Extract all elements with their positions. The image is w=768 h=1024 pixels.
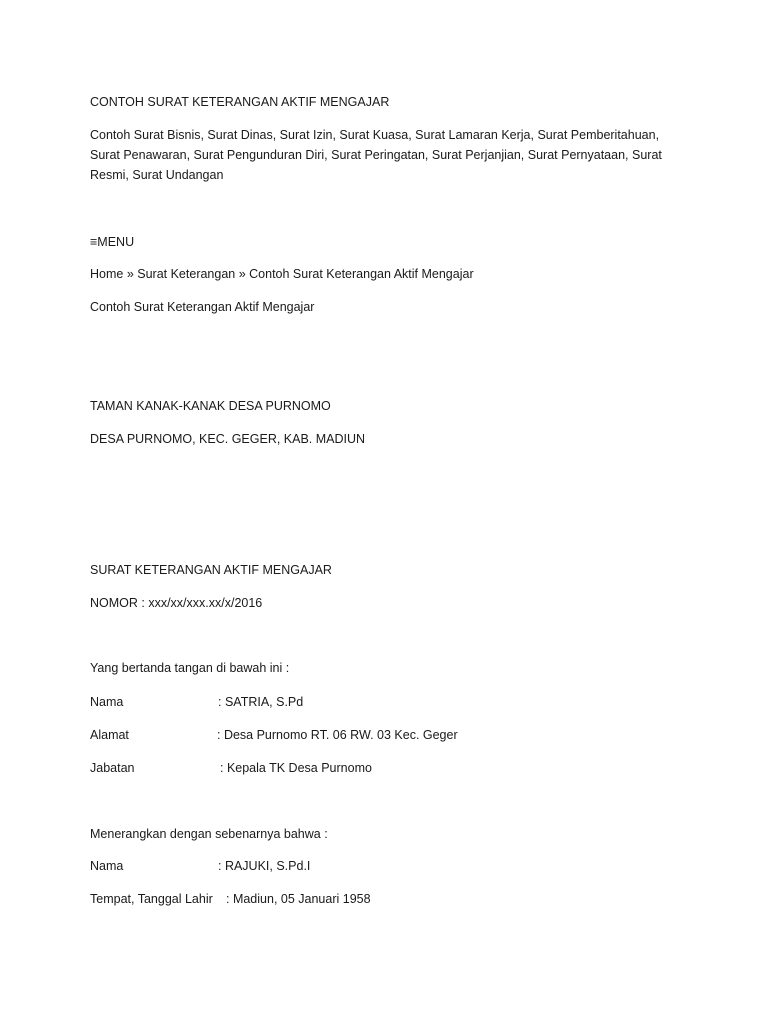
- field-value: : Desa Purnomo RT. 06 RW. 03 Kec. Geger: [217, 728, 458, 742]
- field-label: Jabatan: [90, 761, 135, 775]
- breadcrumb-home-link[interactable]: Home: [90, 267, 124, 281]
- field-value: : Madiun, 05 Januari 1958: [226, 892, 371, 906]
- breadcrumb-current: Contoh Surat Keterangan Aktif Mengajar: [249, 267, 474, 281]
- field-label: Alamat: [90, 728, 129, 742]
- field-value: : RAJUKI, S.Pd.I: [218, 859, 311, 873]
- institution-name: TAMAN KANAK-KANAK DESA PURNOMO: [90, 399, 331, 413]
- field-label: Nama: [90, 695, 124, 709]
- field-label: Tempat, Tanggal Lahir: [90, 892, 213, 906]
- letter-title: SURAT KETERANGAN AKTIF MENGAJAR: [90, 563, 332, 577]
- breadcrumb-separator: »: [123, 267, 138, 281]
- signer-intro: Yang bertanda tangan di bawah ini :: [90, 661, 290, 675]
- menu-toggle[interactable]: ≡MENU: [90, 235, 135, 249]
- field-value: : Kepala TK Desa Purnomo: [220, 761, 372, 775]
- breadcrumb-separator: »: [235, 267, 250, 281]
- field-label: Nama: [90, 859, 124, 873]
- field-value: : SATRIA, S.Pd: [218, 695, 304, 709]
- letter-number: NOMOR : xxx/xx/xxx.xx/x/2016: [90, 596, 263, 610]
- breadcrumb-section-link[interactable]: Surat Keterangan: [137, 267, 236, 281]
- institution-address: DESA PURNOMO, KEC. GEGER, KAB. MADIUN: [90, 432, 366, 446]
- category-list: Contoh Surat Bisnis, Surat Dinas, Surat Izin, Surat Kuasa, Surat Lamaran Kerja, Surat Pemberitahuan, Surat Penawaran, Surat Pengunduran Diri, Surat Peringatan, Surat Perjanjian, Surat Pernyataan, Surat Resmi, Surat Undangan: [90, 128, 662, 182]
- page-heading: CONTOH SURAT KETERANGAN AKTIF MENGAJAR: [90, 95, 390, 109]
- statement-text: Menerangkan dengan sebenarnya bahwa :: [90, 827, 328, 841]
- post-title: Contoh Surat Keterangan Aktif Mengajar: [90, 300, 315, 314]
- breadcrumb: [90, 264, 474, 284]
